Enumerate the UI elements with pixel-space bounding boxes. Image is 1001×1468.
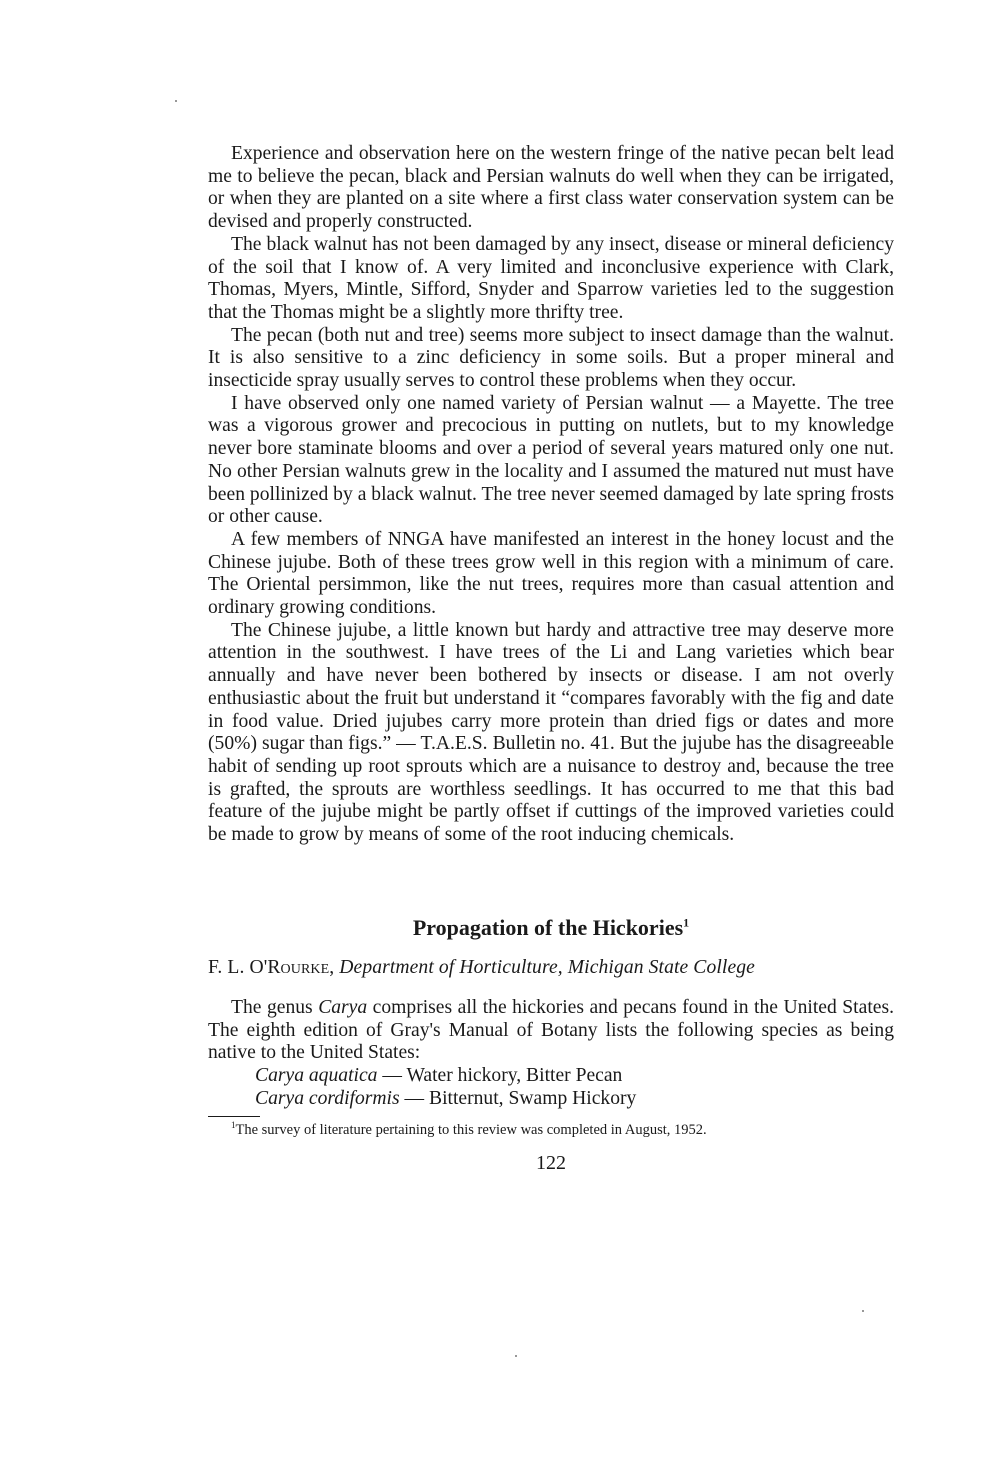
scan-speck [515, 1355, 517, 1357]
paragraph-nnga-interest: A few members of NNGA have manifested an interest in the honey locust and the Chinese jujube. Both of these trees grow well in this region with a minimum of care. The Oriental persimmon, like the nut trees, requires more than casual attention and ordinary growing conditions. [208, 528, 894, 619]
page-content [208, 143, 894, 1174]
footnote-text: The survey of literature pertaining to this review was completed in August, 1952. [235, 1122, 707, 1139]
genus-name: Carya [318, 996, 368, 1018]
intro-start: The genus [231, 996, 319, 1018]
title-footnote-marker: 1 [683, 915, 690, 930]
intro-end: comprises all the hickories and pecans found in the United States. The eighth edition of Gray's Manual of Botany lists the following species as being native to the United States: [208, 996, 894, 1064]
byline [208, 956, 894, 979]
scan-speck [862, 1310, 864, 1312]
paragraph-genus-carya [208, 997, 894, 1065]
species-item [208, 1088, 894, 1111]
species-common-name: — Water hickory, Bitter Pecan [377, 1064, 623, 1086]
footnote-marker: 1 [231, 1120, 236, 1131]
paragraph-pecan: The pecan (both nut and tree) seems more subject to insect damage than the walnut. It is also sensitive to a zinc deficiency in some soils. But a proper mineral and insecticide spray usually serves to control these problems when they occur. [208, 324, 894, 392]
paragraph-western-fringe: Experience and observation here on the western fringe of the native pecan belt lead me to believe the pecan, black and Persian walnuts do well when they can be irrigated, or when they are planted on a site where a first class water conservation system can be devised and properly constructed. [208, 143, 894, 233]
page-number: 122 [536, 1152, 566, 1175]
species-latin-name: Carya aquatica [255, 1064, 378, 1086]
article-title-text: Propagation of the Hickories [412, 914, 684, 940]
paragraph-black-walnut: The black walnut has not been damaged by any insect, disease or mineral deficiency of the soil that I know of. A very limited and inconclusive experience with Clark, Thomas, Myers, Mintle, Sifford, Snyder and Sparrow varieties led to the suggestion that the Thomas might be a slightly more thrifty tree. [208, 233, 894, 323]
author-initials: F. L. [208, 956, 250, 978]
footnote-divider [208, 1116, 260, 1117]
scan-speck [175, 100, 177, 102]
species-latin-name: Carya cordiformis [255, 1087, 400, 1109]
article-title [208, 915, 894, 941]
section-spacer [208, 847, 894, 915]
author-surname: O'Rourke, [249, 956, 335, 978]
paragraph-persian-walnut: I have observed only one named variety of Persian walnut — a Mayette. The tree was a vigorous grower and precocious in putting on nutlets, but to my knowledge never bore staminate blooms and over a period of several years matured only one nut. No other Persian walnuts grew in the locality and I assumed the matured nut must have been pollinized by a black walnut. The tree never seemed damaged by late spring frosts or other cause. [208, 392, 894, 528]
species-common-name: — Bitternut, Swamp Hickory [399, 1087, 637, 1109]
footnote [208, 1121, 894, 1140]
species-item [208, 1065, 894, 1088]
paragraph-chinese-jujube: The Chinese jujube, a little known but hardy and attractive tree may deserve more attention in the southwest. I have trees of the Li and Lang varieties which bear annually and have never been bothered by insects or disease. I am not overly enthusiastic about the fruit but understand it “compares favorably with the fig and date in food value. Dried jujubes carry more protein than dried figs or dates and more (50%) sugar than figs.” — T.A.E.S. Bulletin no. 41. But the jujube has the disagreeable habit of sending up root sprouts which are a nuisance to destroy and, because the tree is grafted, the sprouts are worthless seedlings. It has occurred to me that this bad feature of the jujube might be partly offset if cuttings of the improved varieties could be made to grow by means of some of the root inducing chemicals. [208, 619, 894, 846]
author-department: Department of Horticulture, Michigan State College [334, 956, 755, 978]
